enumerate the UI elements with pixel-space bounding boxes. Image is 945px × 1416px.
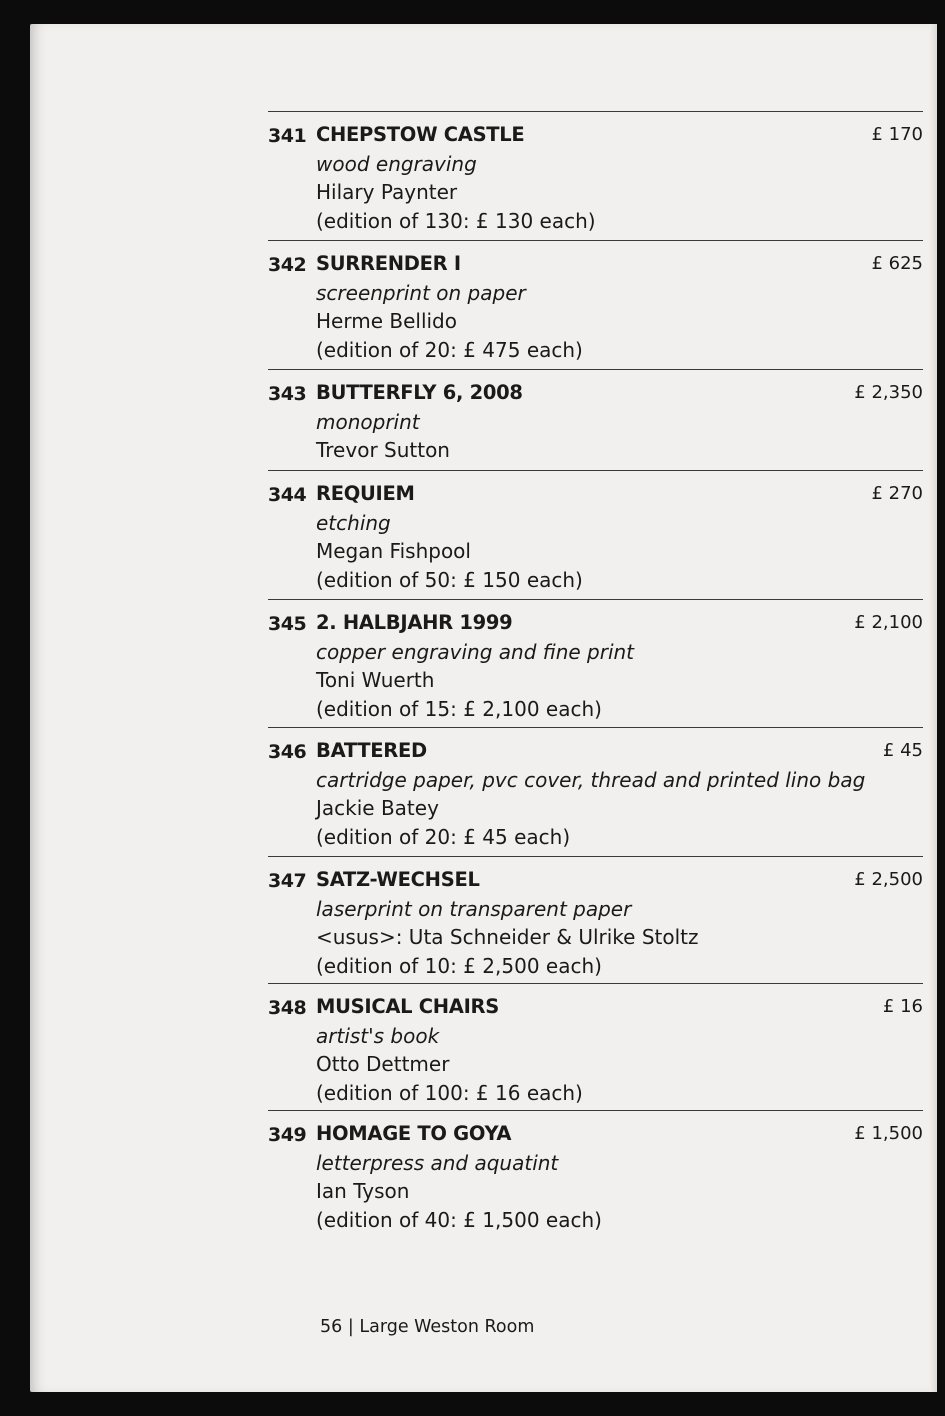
- entry-price: £ 45: [882, 740, 923, 761]
- entry-medium: wood engraving: [316, 151, 477, 176]
- entry-medium: artist's book: [316, 1023, 440, 1048]
- entry-artist: Herme Bellido: [316, 309, 457, 333]
- entry-artist: Megan Fishpool: [316, 539, 471, 563]
- entry-medium: cartridge paper, pvc cover, thread and printed lino bag: [316, 767, 866, 792]
- catalogue-entry-341: [268, 111, 923, 240]
- page-edge: [929, 24, 937, 1392]
- entry-price: £ 2,100: [854, 612, 923, 633]
- entry-number: 342: [268, 254, 307, 276]
- entry-title: HOMAGE TO GOYA: [316, 1122, 512, 1145]
- entry-title: SURRENDER I: [316, 252, 461, 275]
- entry-title: 2. HALBJAHR 1999: [316, 611, 513, 634]
- entry-number: 348: [268, 997, 307, 1019]
- entry-edition: (edition of 40: £ 1,500 each): [316, 1207, 602, 1232]
- entry-title: MUSICAL CHAIRS: [316, 995, 499, 1018]
- entry-price: £ 2,350: [854, 382, 923, 403]
- entry-medium: letterpress and aquatint: [316, 1150, 559, 1175]
- entry-price: £ 1,500: [854, 1123, 923, 1144]
- entry-edition: (edition of 10: £ 2,500 each): [316, 953, 602, 978]
- entry-edition: (edition of 20: £ 45 each): [316, 824, 571, 849]
- entry-number: 347: [268, 870, 307, 892]
- catalogue-entry-345: [268, 599, 923, 728]
- catalogue-entry-349: [268, 1110, 923, 1239]
- room-name: Large Weston Room: [359, 1317, 535, 1337]
- entry-artist: Otto Dettmer: [316, 1052, 450, 1076]
- footer-separator: |: [347, 1317, 354, 1337]
- entry-price: £ 625: [871, 253, 923, 274]
- entry-price: £ 270: [871, 483, 923, 504]
- page-number: 56: [320, 1317, 343, 1337]
- entry-artist: Trevor Sutton: [316, 438, 450, 462]
- entry-number: 345: [268, 613, 307, 635]
- entry-edition: (edition of 130: £ 130 each): [316, 208, 596, 233]
- entry-number: 343: [268, 383, 307, 405]
- entry-artist: Jackie Batey: [316, 796, 439, 820]
- entry-artist: <usus>: Uta Schneider & Ulrike Stoltz: [316, 925, 699, 949]
- entry-price: £ 2,500: [854, 869, 923, 890]
- entry-title: REQUIEM: [316, 482, 415, 505]
- entry-price: £ 170: [871, 124, 923, 145]
- entry-title: SATZ-WECHSEL: [316, 868, 480, 891]
- entry-title: BUTTERFLY 6, 2008: [316, 381, 523, 404]
- entry-edition: (edition of 20: £ 475 each): [316, 337, 583, 362]
- entry-number: 344: [268, 484, 307, 506]
- page-footer: [320, 1317, 534, 1337]
- entry-edition: (edition of 50: £ 150 each): [316, 567, 583, 592]
- catalogue-entry-344: [268, 470, 923, 599]
- entry-medium: etching: [316, 510, 391, 535]
- entry-edition: (edition of 100: £ 16 each): [316, 1080, 583, 1105]
- entry-artist: Ian Tyson: [316, 1179, 410, 1203]
- entry-number: 346: [268, 741, 307, 763]
- entry-medium: screenprint on paper: [316, 280, 526, 305]
- entry-medium: copper engraving and fine print: [316, 639, 635, 664]
- entry-number: 349: [268, 1124, 307, 1146]
- entry-number: 341: [268, 125, 307, 147]
- entry-artist: Hilary Paynter: [316, 180, 458, 204]
- entry-title: BATTERED: [316, 739, 427, 762]
- catalogue-entry-342: [268, 240, 923, 369]
- entry-edition: (edition of 15: £ 2,100 each): [316, 696, 602, 721]
- entry-artist: Toni Wuerth: [316, 668, 435, 692]
- catalogue-entry-347: [268, 856, 923, 985]
- catalogue-entry-346: [268, 727, 923, 856]
- entry-medium: laserprint on transparent paper: [316, 896, 632, 921]
- entry-title: CHEPSTOW CASTLE: [316, 123, 525, 146]
- entry-medium: monoprint: [316, 409, 420, 434]
- catalogue-entry-348: [268, 983, 923, 1112]
- entry-price: £ 16: [882, 996, 923, 1017]
